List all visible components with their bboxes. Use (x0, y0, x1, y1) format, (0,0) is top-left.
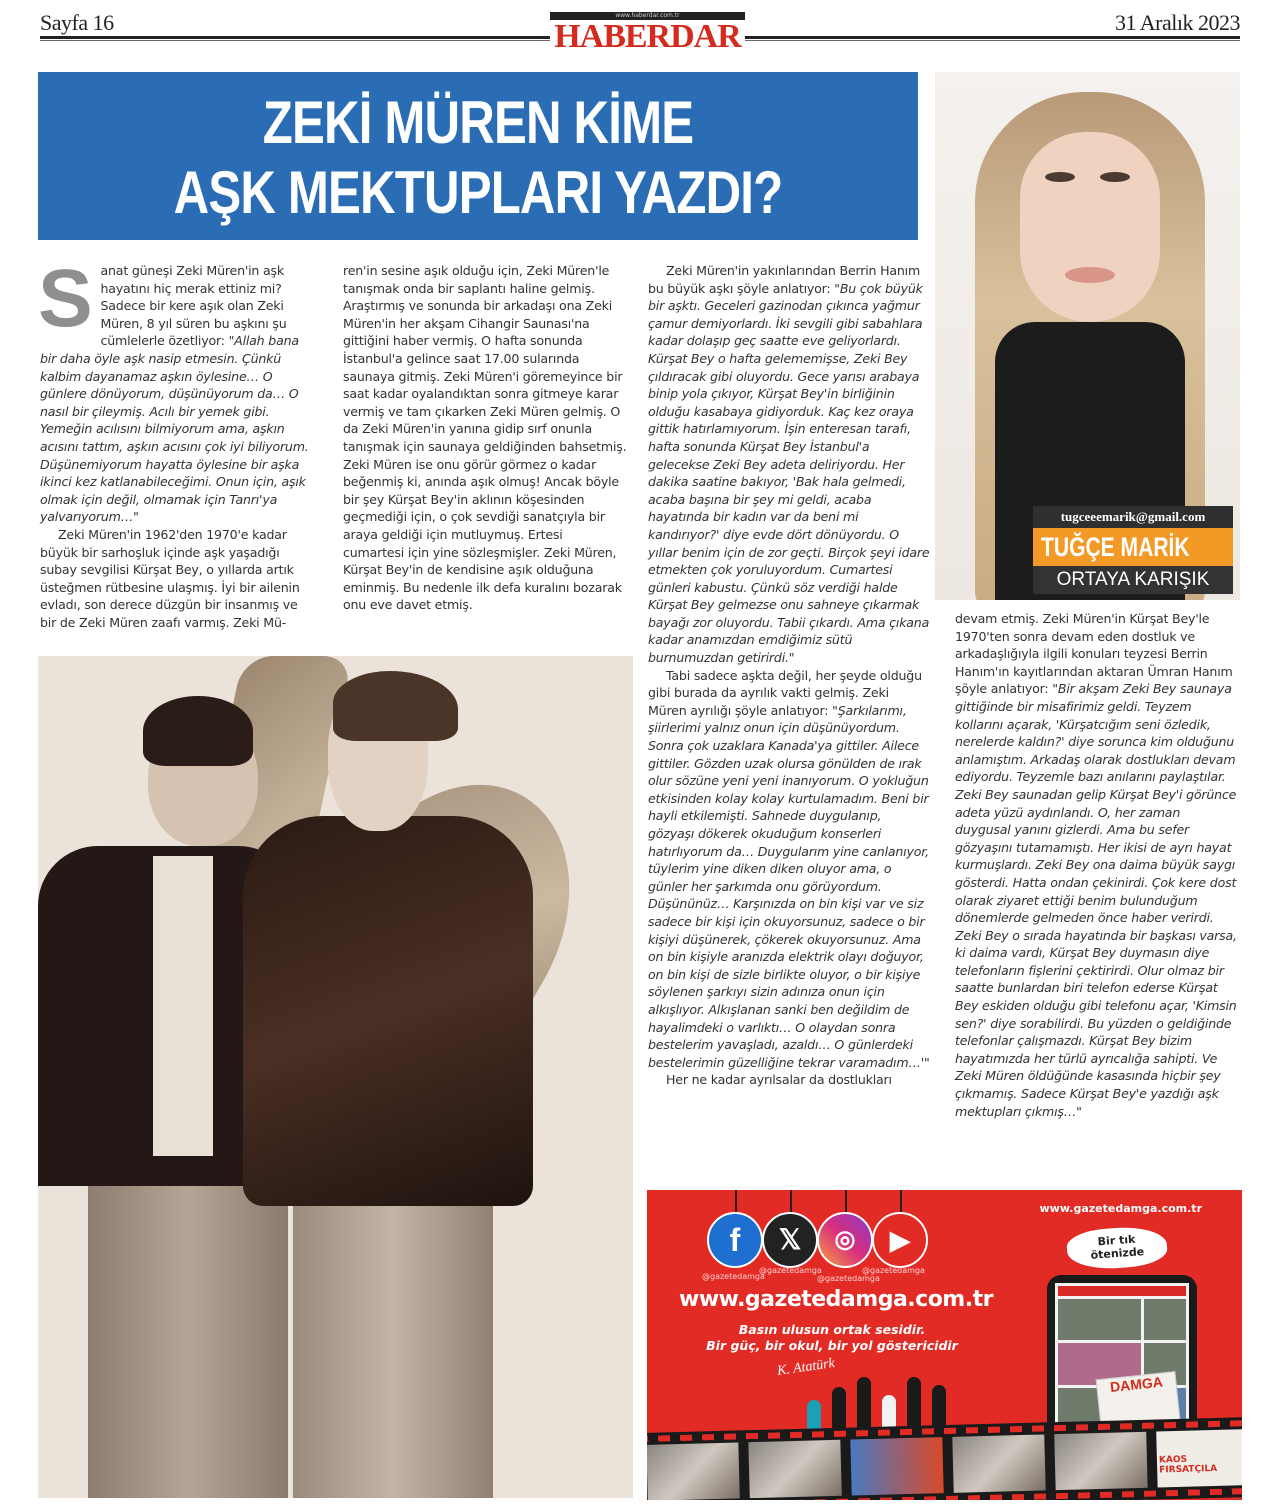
article-column-3 (648, 262, 930, 1089)
ad-speech-bubble (1066, 1225, 1169, 1272)
article-paragraph (648, 262, 930, 667)
portrait-face (1020, 132, 1160, 322)
columnist-email: tugceeemarik@gmail.com (1033, 506, 1233, 528)
masthead-rule-left-thin (40, 40, 550, 41)
masthead-rule-left (40, 36, 550, 39)
film-frame (647, 1442, 740, 1500)
paragraph-text: Zeki Müren'in yakınlarından Berrin Hanım bu büyük aşkı şöyle anlatıyor: (648, 263, 921, 296)
ad-quote (687, 1322, 977, 1354)
social-handle: @gazetedamga (862, 1266, 925, 1275)
article-photo (38, 656, 633, 1498)
film-frame (1054, 1432, 1147, 1490)
article-paragraph (38, 253, 316, 526)
newspaper-title: DAMGA (1109, 1373, 1164, 1396)
column-section-title: ORTAYA KARIŞIK (1033, 566, 1233, 594)
columnist-name-text: TUĞÇE MARİK (1041, 532, 1190, 562)
photo-person-left-legs (88, 1176, 288, 1498)
social-handle: @gazetedamga (817, 1274, 880, 1283)
article-paragraph (648, 667, 930, 1072)
tablet-header (1058, 1286, 1186, 1296)
article-paragraph (955, 610, 1237, 1120)
film-frame (850, 1437, 943, 1495)
headline-banner (38, 72, 918, 240)
ad-website-url-small[interactable]: www.gazetedamga.com.tr (1039, 1202, 1202, 1215)
masthead-rule-right (745, 36, 1240, 39)
tablet-tile (1144, 1299, 1186, 1340)
ad-quote-line-1: Basın ulusun ortak sesidir. (738, 1322, 926, 1337)
hanger-string (845, 1190, 847, 1214)
instagram-icon[interactable]: ◎ (817, 1212, 873, 1268)
film-frame-caption: KAOS FIRSATÇILA (1156, 1429, 1242, 1487)
bubble-line-2: ötenizde (1090, 1245, 1145, 1262)
headline-line-2: AŞK MEKTUPLARI YAZDI? (173, 159, 783, 226)
page-number: Sayfa 16 (40, 10, 114, 35)
quote-text: "Bir akşam Zeki Bey saunaya gittiğinde bir misafirimiz geldi. Teyzem kollarını açarak, 'Kürşatcığım seni özledik, nerelerde kaldın?' diye sorunca kim olduğunu anlamıştım. Arkadaş olarak dostlukları devam ediyordu. Teyzemle bazı anılarını paylaştılar. Zeki Bey saunadan gelip Kürşat Bey'i görünce adeta yüzü aydınlandı. O, her zaman duygusal yanını gizlerdi. Ama bu sefer gözyaşını tutamamıştı. Her ikisi de ayrı hayat kurmuşlardı. Zeki Bey ona daima büyük saygı gösterdi. Hatta ondan çekinirdi. Çok kere dost olarak ziyaret ettiği benim bulunduğum dönemlerde gelmeden önce haber verirdi. Zeki Bey o sırada hayatında bir başkası varsa, ki daima vardı, Kürşat Bey duymasın diye telefonların fişlerini çektirirdi. Olur olmaz bir saatte bunlardan biri telefon ederse Kürşat Bey eskiden olduğu gibi telefonu açar, 'Kimsin sen?' diye sorabilirdi. Bu yüzden o geldiğinde telefonlar çalışmazdı. Kürşat Bey bizim hayatımızda her türlü ayrıcalığa sahipti. Ve Zeki Müren öldüğünde kasasında hiçbir şey çıkmamış. Sadece Kürşat Bey'e yazdığı aşk mektupları çıkmış…" (955, 681, 1237, 1119)
bubble-line-1: Bir tık (1097, 1232, 1136, 1249)
ad-website-url[interactable]: www.gazetedamga.com.tr (679, 1287, 993, 1312)
facebook-icon[interactable]: f (707, 1212, 763, 1268)
headline-line-1: ZEKİ MÜREN KİME (262, 89, 694, 156)
quote-text: "Şarkılarımı, şiirlerimi yalnız onun için düşünüyordum. Sonra çok uzaklara Kanada'ya gittiler. Ailece gittiler. Gözden uzak olursa gönülden de ırak olur sözüne yeni yeni inanıyorum. O yokluğun etkisinden kolay kolay kurtulamadım. Beni bir hayli etkilemişti. Sahnede duygulanıp, gözyaşı dökerek okuduğum konserleri hatırlıyorum da… Duygularım yine canlanıyor, tüylerim yine diken diken oluyor ama, o günler her şarkımda onu görüyordum. Düşününüz… Karşınızda on bin kişi var ve siz sadece bir kişi için okuyorsunuz, sadece o bir kişiyi düşünerek, çökerek okuyorsunuz. Ama on bin kişiyle aranızda elektrik olayı doğuyor, on bin kişi de sizle birlikte oluyor, o bir kişiye söylenen şarkıyı sizin adınıza onun için alkışlıyor. Alkışlanan sanki ben değildim de hayalimdeki o varlıktı… O olaydan sonra bestelerim yavaşladı, azaldı… O günlerdeki bestelerimin güzelliğine tekrar varamadım…'" (648, 702, 930, 1070)
portrait-eye (1045, 172, 1075, 182)
logo-url: www.haberdar.com.tr (550, 12, 745, 20)
film-frame (952, 1434, 1045, 1492)
photo-person-left-shirt (153, 856, 213, 1156)
paragraph-text: anat güneşi Zeki Müren'in aşk hayatını hiç merak ettiniz mi? Sadece bir kere aşık olan Zeki Müren, 8 yıl süren bu aşkını şu cümlelerle özetliyor: (100, 263, 287, 349)
columnist-name (1033, 528, 1233, 566)
ataturk-signature: K. Atatürk (776, 1356, 836, 1379)
masthead (0, 0, 1280, 60)
hanger-string (900, 1190, 902, 1214)
headline (117, 88, 839, 228)
article-paragraph: Zeki Müren'in 1962'den 1970'e kadar büyük bir sarhoşluk içinde aşk yaşadığı subay sevgilisi Kürşat Bey, o yıllarda artık üsteğmen rütbesine ulaşmış. İyi bir ailenin evladı, son derece düzgün bir insanmış ve bir de Zeki Müren zaafı varmış. Zeki Mü- (40, 526, 300, 630)
paragraph-text: devam etmiş. Zeki Müren'in Kürşat Bey'le 1970'ten sonra devam eden dostluk ve arkadaşlığıyla ilgili konuları teyzesi Berrin Hanım'ın kayıtlarından aktaran Ümran Hanım şöyle anlatıyor: (955, 611, 1233, 697)
hanger-string (790, 1190, 792, 1214)
filmstrip-graphic (647, 1417, 1242, 1500)
portrait-eye (1100, 172, 1130, 182)
article-paragraph: Her ne kadar ayrılsalar da dostlukları (666, 1072, 892, 1088)
article-column-1 (38, 253, 316, 631)
quote-text: "Allah bana bir daha öyle aşk nasip etmesin. Çünkü kalbim dayanamaz aşkın öylesine… O günlere dönüyorum, düşünüyorum da… O nasıl bir çileymiş. Acılı bir yemek gibi. Yemeğin acılısını bilmiyorum ama, aşkın acısını tattım, aşkın acısını çok iyi biliyorum. Düşünemiyorum hayatta öylesine bir aşka ikinci kez katlanabileceğimi. Onun için, aşık olmak için değil, olmamak için Tanrı'ya yalvarıyorum…" (40, 333, 309, 525)
article-column-4 (955, 610, 1237, 1120)
youtube-icon[interactable]: ▶ (872, 1212, 928, 1268)
photo-person-left-hair (143, 696, 253, 766)
logo-text: HABERDAR (554, 18, 741, 55)
photo-person-right-legs (293, 1196, 493, 1498)
photo-person-right-jacket (243, 816, 533, 1206)
social-handle: @gazetedamga (759, 1266, 822, 1275)
issue-date: 31 Aralık 2023 (1115, 10, 1240, 35)
social-handle: @gazetedamga (702, 1272, 765, 1281)
photo-person-right-hair (333, 671, 458, 741)
article-paragraph: ren'in sesine aşık olduğu için, Zeki Müren'le tanışmak onda bir saplantı haline gelmiş. Araştırmış ve sonunda bir arkadaşı ona Zeki Müren'in her akşam Cihangir Saunası'na gittiğini haber vermiş. O hafta sonunda İstanbul'a gelince saat 17.00 sularında saunaya gitmiş. Zeki Müren'i göremeyince bir saat kadar oyalandıktan sonra gitmeye karar vermiş ve tam çıkarken Zeki Müren gelmiş. O da Zeki Müren'in yanına gidip sırf onunla tanışmak için saunaya geldiğinden bahsetmiş. Zeki Müren ise onu görür görmez o kadar beğenmiş ki, anında aşık olmuş! Ancak böyle bir şey Kürşat Bey'in aklının köşesinden geçmediği için, o çok sevdiği sanatçıyla bir araya geldiği için mutluymuş. Ertesi cumartesi için yine sözleşmişler. Zeki Müren, Kürşat Bey'in de kendisine aşık olduğuna eminmiş. Bu nedenle ilk defa kuralını bozarak onu eve davet etmiş. (343, 263, 627, 613)
paragraph-text: Tabi sadece aşkta değil, her şeyde olduğu gibi burada da ayrılık vakti gelmiş. Zeki Müren ayrılığı şöyle anlatıyor: (648, 667, 922, 718)
article-column-2 (343, 262, 627, 614)
portrait-lips (1065, 267, 1115, 283)
ad-quote-line-2: Bir güç, bir okul, bir yol göstericidir (706, 1338, 958, 1353)
drop-cap: S (38, 253, 93, 344)
tablet-tile (1058, 1299, 1141, 1340)
advertisement-gazetedamga[interactable] (647, 1190, 1242, 1500)
newspaper-logo (550, 12, 745, 54)
hanger-string (735, 1190, 737, 1214)
x-icon[interactable]: 𝕏 (762, 1212, 818, 1268)
masthead-rule-right-thin (745, 40, 1240, 41)
film-frame (748, 1440, 841, 1498)
quote-text: "Bu çok büyük bir aşktı. Geceleri gazinodan çıkınca yağmur çamur demiyorlardı. İki sevgili gibi sabahlara kadar dolaşıp geç saatte eve geliyorlardı. Kürşat Bey o hafta gelememişse, Zeki Bey çıldıracak gibi oluyordu. Gece yarısı arabaya binip yola çıkıyor, Kürşat Bey'in birliğinin olduğu kasabaya gidiyorduk. Kaç kez oraya gittik hatırlamıyorum. İşin enteresan tarafı, hafta sonunda Kürşat Bey İstanbul'a gelecekse Zeki Bey adeta deliriyordu. Her dakika saatine bakıyor, 'Bak hala gelmedi, acaba başına bir şey mi geldi, acaba hayatında bir kadın var da beni mi kandırıyor?' diye evde dört dönüyordu. O yıllar benim için de zor geçti. Birçok şeyi idare etmekten çok yoruluyordum. Cumartesi günleri kabustu. Çünkü söz verdiği halde Kürşat Bey gelmezse onu sahneye çıkarmak bayağı zor oluyordu. Tabii çıkardı. Ama çıkana kadar anamızdan emdiğimiz sütü burnumuzdan getirirdi." (648, 280, 930, 666)
